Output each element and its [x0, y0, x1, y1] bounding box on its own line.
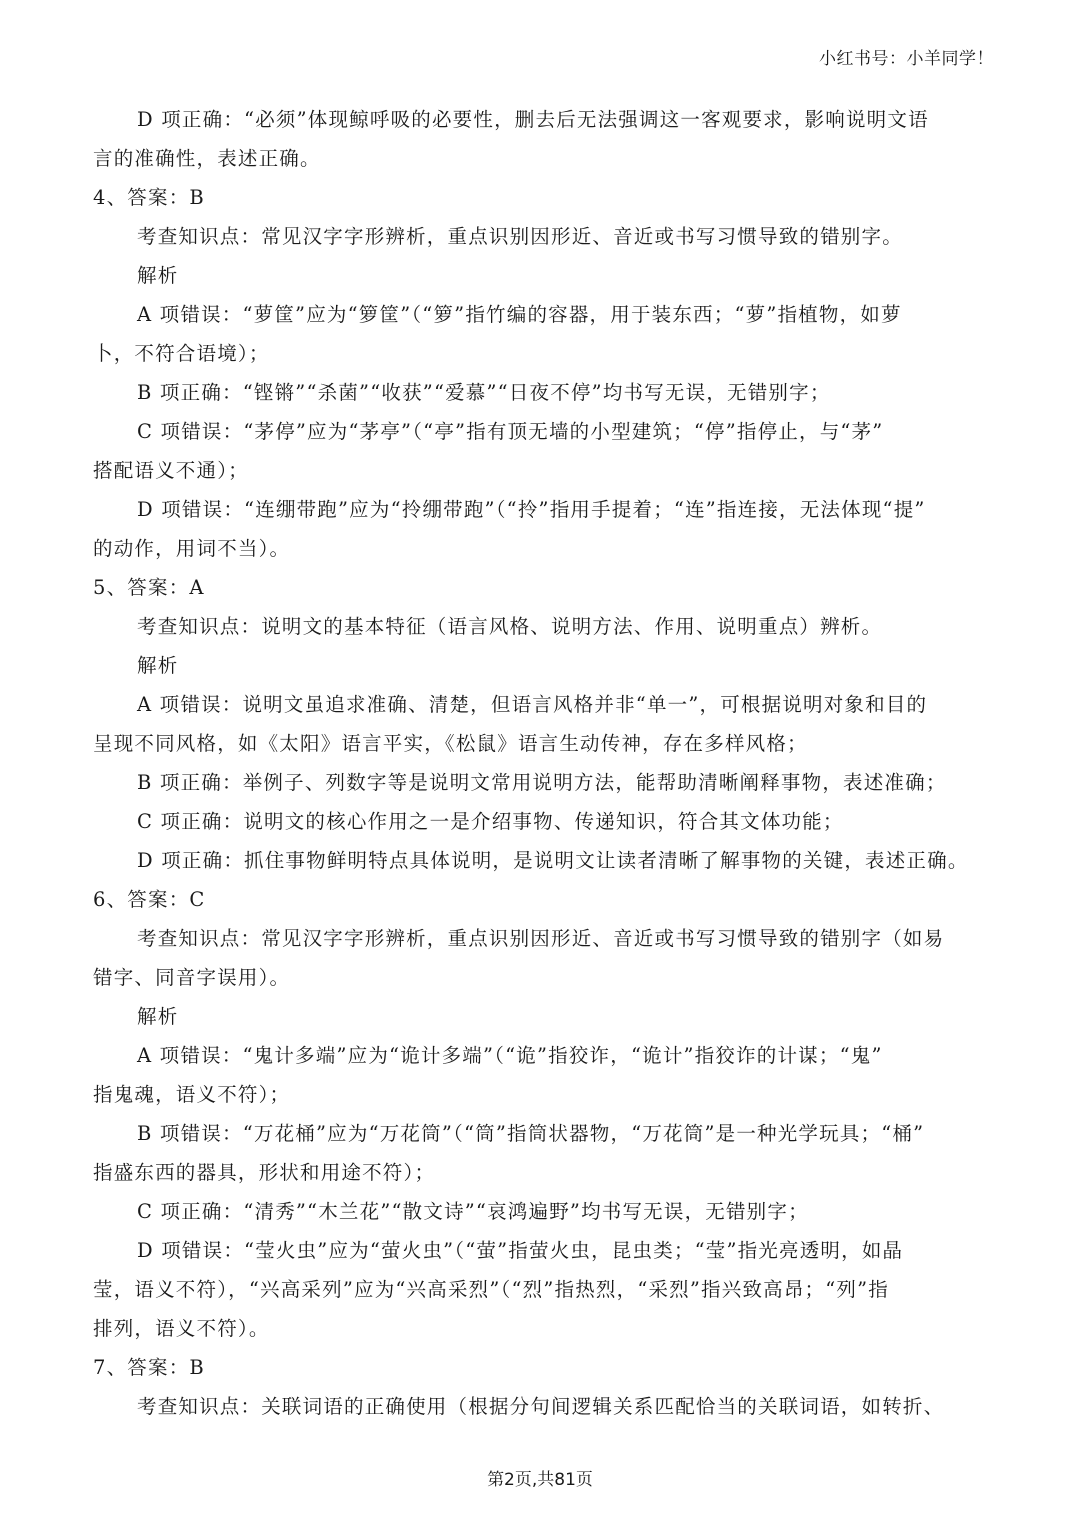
text-line: B 项错误：“万花桶”应为“万花筒”（“筒”指筒状器物，“万花筒”是一种光学玩具；“桶” [137, 1122, 925, 1145]
text-line: D 项正确：“必须”体现鲸呼吸的必要性，删去后无法强调这一客观要求，影响说明文语 [137, 108, 929, 131]
text-line: D 项错误：“连绷带跑”应为“拎绷带跑”（“拎”指用手提着；“连”指连接，无法体现“提” [137, 498, 926, 521]
text-line: 5、答案：A [93, 576, 205, 599]
text-line: 考查知识点：关联词语的正确使用（根据分句间逻辑关系匹配恰当的关联词语，如转折、 [137, 1395, 945, 1418]
text-line: 指盛东西的器具，形状和用途不符）； [93, 1161, 436, 1184]
text-line: 6、答案：C [93, 888, 206, 911]
text-line: 考查知识点：常见汉字字形辨析，重点识别因形近、音近或书写习惯导致的错别字（如易 [137, 927, 945, 950]
text-line: 排列，语义不符）。 [93, 1317, 270, 1340]
text-line: D 项错误：“莹火虫”应为“萤火虫”（“萤”指萤火虫，昆虫类；“莹”指光亮透明，如晶 [137, 1239, 904, 1262]
text-line: B 项正确：举例子、列数字等是说明文常用说明方法，能帮助清晰阐释事物，表述准确； [137, 771, 947, 794]
text-line: C 项错误：“茅停”应为“茅亭”（“亭”指有顶无墙的小型建筑；“停”指停止，与“茅” [137, 420, 884, 443]
text-line: 解析 [137, 654, 179, 677]
text-line: A 项错误：“鬼计多端”应为“诡计多端”（“诡”指狡诈，“诡计”指狡诈的计谋；“鬼” [137, 1044, 883, 1067]
watermark: 小红书号：小羊同学！ [819, 49, 994, 69]
document-body [93, 100, 988, 1426]
text-line: 呈现不同风格，如《太阳》语言平实，《松鼠》语言生动传神，存在多样风格； [93, 732, 808, 755]
text-line: A 项错误：说明文虽追求准确、清楚，但语言风格并非“单一”，可根据说明对象和目的 [137, 693, 928, 716]
text-line: 卜，不符合语境）； [93, 342, 270, 365]
text-line: 4、答案：B [93, 186, 205, 209]
text-line: B 项正确：“铿锵”“杀菌”“收获”“爱慕”“日夜不停”均书写无误，无错别字； [137, 381, 831, 404]
text-line: 指鬼魂，语义不符）； [93, 1083, 291, 1106]
text-line: 错字、同音字误用）。 [93, 966, 291, 989]
text-line: 解析 [137, 1005, 179, 1028]
text-line: 的动作，用词不当）。 [93, 537, 291, 560]
text-line: 考查知识点：说明文的基本特征（语言风格、说明方法、作用、说明重点）辨析。 [137, 615, 883, 638]
page-number: 第2页,共81页 [487, 1470, 593, 1490]
text-line: 7、答案：B [93, 1356, 205, 1379]
text-line: D 项正确：抓住事物鲜明特点具体说明，是说明文让读者清晰了解事物的关键，表述正确。 [137, 849, 969, 872]
text-line: 搭配语义不通）； [93, 459, 249, 482]
text-line: 考查知识点：常见汉字字形辨析，重点识别因形近、音近或书写习惯导致的错别字。 [137, 225, 903, 248]
text-line: C 项正确：说明文的核心作用之一是介绍事物、传递知识，符合其文体功能； [137, 810, 844, 833]
text-line: A 项错误：“萝筐”应为“箩筐”（“箩”指竹编的容器，用于装东西；“萝”指植物，如萝 [137, 303, 902, 326]
text-line: C 项正确：“清秀”“木兰花”“散文诗”“哀鸿遍野”均书写无误，无错别字； [137, 1200, 809, 1223]
text-line: 言的准确性，表述正确。 [93, 147, 321, 170]
text-line: 莹，语义不符），“兴高采列”应为“兴高采烈”（“烈”指热烈，“采烈”指兴致高昂；“列”指 [93, 1278, 889, 1301]
text-line: 解析 [137, 264, 179, 287]
